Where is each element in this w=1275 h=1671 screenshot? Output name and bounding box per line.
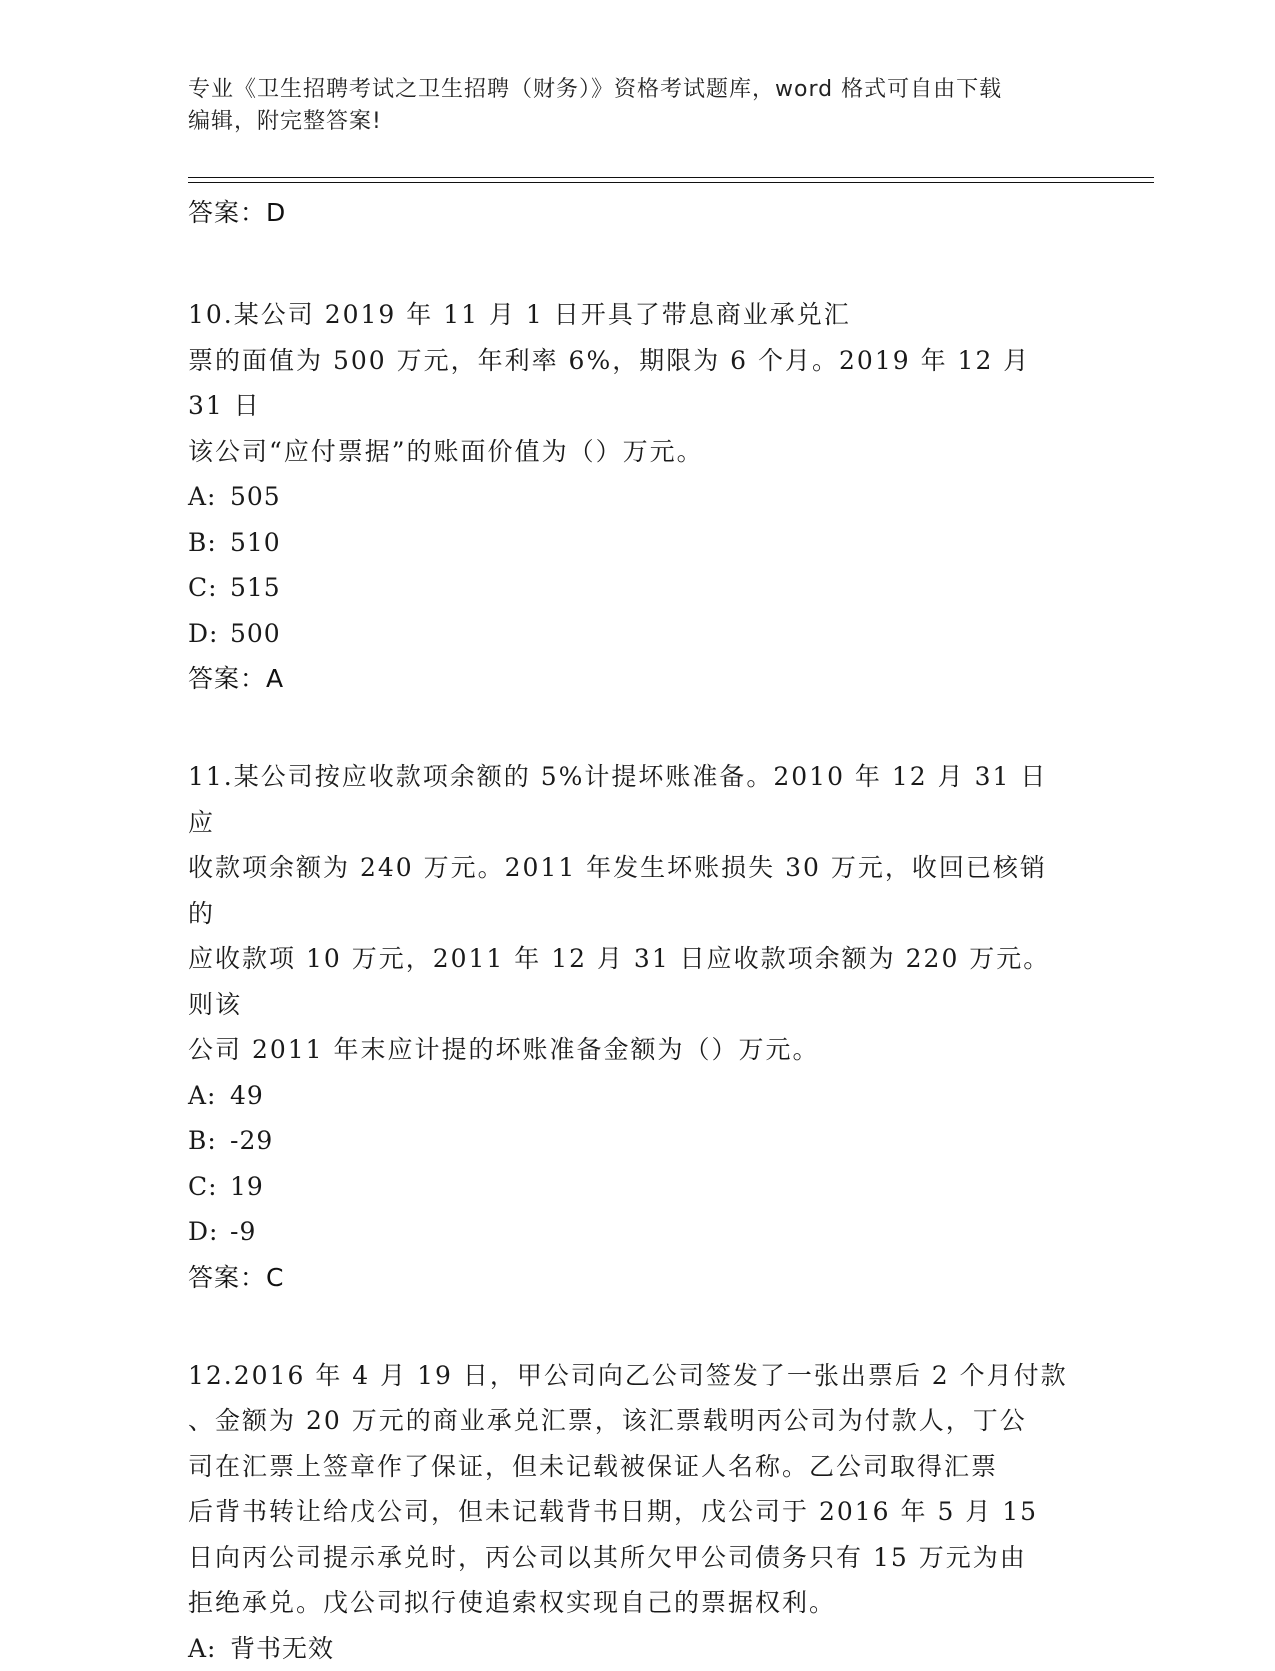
answer-label: 答案：A [188,656,1088,702]
option-letter: A: [188,1626,230,1671]
option-value: 505 [230,482,281,511]
question-line: 公司 2011 年末应计提的坏账准备金额为（）万元。 [188,1027,1068,1073]
option-d [188,1209,1088,1255]
question-text [188,754,1068,1073]
question-line: 收款项余额为 240 万元。2011 年发生坏账损失 30 万元，收回已核销的 [188,845,1068,936]
question-line: 、金额为 20 万元的商业承兑汇票，该汇票载明丙公司为付款人，丁公 [188,1398,1068,1444]
option-value: 510 [230,528,281,557]
document-header [188,74,1068,138]
question-line: 12.2016 年 4 月 19 日，甲公司向乙公司签发了一张出票后 2 个月付款 [188,1353,1068,1399]
option-b [188,1118,1088,1164]
option-value: 515 [230,573,281,602]
option-a [188,1626,1088,1671]
option-a [188,1073,1088,1119]
option-letter: C: [188,1164,230,1210]
header-line-1: 专业《卫生招聘考试之卫生招聘（财务）》资格考试题库，word 格式可自由下载 [188,74,1068,106]
question-line: 应收款项 10 万元，2011 年 12 月 31 日应收款项余额为 220 万元。则该 [188,936,1068,1027]
document-body [188,190,1088,1671]
option-value: -9 [230,1217,256,1246]
option-value: 背书无效 [230,1634,334,1663]
option-c [188,565,1088,611]
question-line: 日向丙公司提示承兑时，丙公司以其所欠甲公司债务只有 15 万元为由 [188,1535,1068,1581]
option-letter: D: [188,611,230,657]
question-text [188,1353,1068,1626]
question-line: 后背书转让给戊公司，但未记载背书日期，戊公司于 2016 年 5 月 15 [188,1489,1068,1535]
option-letter: A: [188,474,230,520]
answer-label: 答案：C [188,1255,1088,1301]
header-rule-top [188,177,1154,178]
option-d [188,611,1088,657]
option-letter: D: [188,1209,230,1255]
question-line: 该公司“应付票据”的账面价值为（）万元。 [188,429,1068,475]
option-letter: C: [188,565,230,611]
option-a [188,474,1088,520]
question-line: 票的面值为 500 万元，年利率 6%，期限为 6 个月。2019 年 12 月 31 日 [188,338,1068,429]
question-line: 司在汇票上签章作了保证，但未记载被保证人名称。乙公司取得汇票 [188,1444,1068,1490]
option-letter: A: [188,1073,230,1119]
option-letter: B: [188,520,230,566]
previous-answer: 答案：D [188,190,1088,236]
option-value: -29 [230,1126,273,1155]
header-line-2: 编辑，附完整答案! [188,106,1068,138]
option-value: 19 [230,1172,264,1201]
header-rule-bottom [188,182,1154,183]
question-block [188,1353,1088,1671]
question-block [188,292,1088,702]
question-line: 10.某公司 2019 年 11 月 1 日开具了带息商业承兑汇 [188,292,1068,338]
option-value: 49 [230,1081,264,1110]
question-line: 11.某公司按应收款项余额的 5%计提坏账准备。2010 年 12 月 31 日应 [188,754,1068,845]
question-text [188,292,1068,474]
question-block [188,754,1088,1301]
option-value: 500 [230,619,281,648]
option-b [188,520,1088,566]
option-c [188,1164,1088,1210]
option-letter: B: [188,1118,230,1164]
question-line: 拒绝承兑。戊公司拟行使追索权实现自己的票据权利。 [188,1580,1068,1626]
